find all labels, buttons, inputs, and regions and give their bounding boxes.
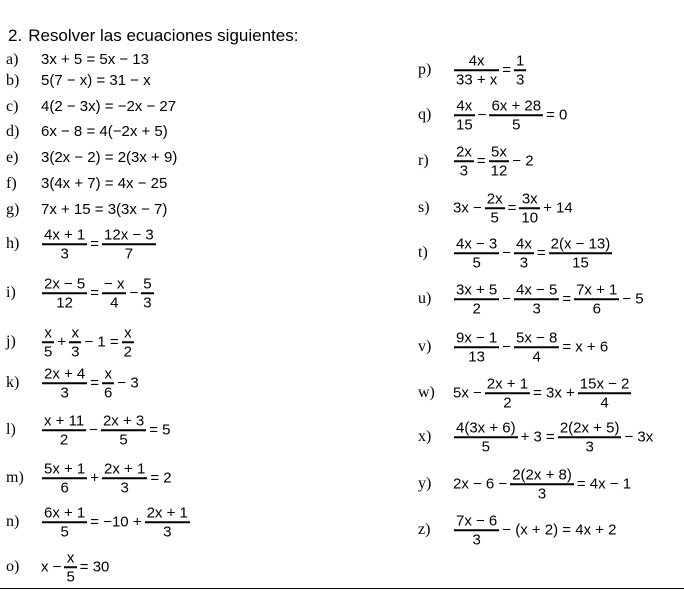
exercise-label: a) xyxy=(6,51,19,68)
equation-term: − 3x xyxy=(624,428,654,445)
fraction-denominator: 4 xyxy=(600,393,609,411)
equation xyxy=(40,175,168,193)
fraction-denominator: 3 xyxy=(60,244,69,262)
fraction xyxy=(549,235,613,271)
exercise-label: c) xyxy=(6,98,19,115)
exercise-label: o) xyxy=(6,558,20,575)
equation-term: x − xyxy=(41,558,62,575)
fraction-numerator: 2x + 4 xyxy=(44,365,86,383)
exercise-label: y) xyxy=(418,475,432,492)
equation xyxy=(452,190,574,226)
fraction-denominator: 5 xyxy=(44,342,53,360)
fraction-denominator: 5 xyxy=(481,437,490,455)
fraction-numerator: 2x + 1 xyxy=(104,460,146,478)
fraction-numerator: 4x − 3 xyxy=(456,235,498,253)
fraction-numerator: 7x − 6 xyxy=(456,512,498,530)
equation xyxy=(40,72,152,90)
fraction-denominator: 3 xyxy=(120,478,129,496)
equation-term: 3(2x − 2) = 2(3x + 9) xyxy=(41,149,178,166)
fraction-denominator: 5 xyxy=(119,430,128,448)
fraction-denominator: 6 xyxy=(592,299,601,317)
fraction-denominator: 3 xyxy=(532,299,541,317)
fraction-numerator: 6x + 1 xyxy=(44,504,86,522)
fraction-numerator: 2(2x + 5) xyxy=(559,419,620,437)
equation-term: + 14 xyxy=(543,199,573,216)
equation-term: = 2 xyxy=(150,469,172,486)
fraction-numerator: 2x + 1 xyxy=(146,504,188,522)
fraction-numerator: − x xyxy=(104,275,125,293)
fraction-numerator: x xyxy=(104,365,112,383)
fraction xyxy=(485,190,505,226)
fraction xyxy=(141,275,153,311)
fraction-denominator: 2 xyxy=(503,393,512,411)
exercise-label: t) xyxy=(418,244,428,261)
fraction-denominator: 2 xyxy=(472,299,481,317)
fraction xyxy=(514,329,559,365)
equation-term: 7x + 15 = 3(3x − 7) xyxy=(41,201,168,218)
fraction-numerator: 3x xyxy=(521,190,538,208)
fraction xyxy=(69,324,81,360)
equation-term: − 1 = xyxy=(84,333,119,350)
fraction-denominator: 7 xyxy=(124,244,134,262)
equation xyxy=(40,460,173,496)
fraction-denominator: 15 xyxy=(572,253,589,271)
exercise-label: g) xyxy=(6,201,20,218)
exercise-label: w) xyxy=(418,384,435,401)
fraction xyxy=(510,466,574,502)
equation xyxy=(452,512,618,548)
fraction-numerator: x xyxy=(71,324,80,342)
fraction-numerator: 5x − 8 xyxy=(516,329,558,347)
fraction xyxy=(485,375,530,411)
equation-term: = xyxy=(562,290,572,307)
exercise-label: p) xyxy=(418,61,432,78)
fraction-numerator: x xyxy=(66,549,75,567)
fraction-numerator: 2(x − 13) xyxy=(550,235,611,253)
fraction xyxy=(42,365,87,401)
fraction-numerator: 6x + 28 xyxy=(491,97,542,115)
equation xyxy=(40,123,169,141)
fraction-denominator: 12 xyxy=(490,161,508,179)
equation xyxy=(40,149,178,167)
equation xyxy=(40,412,172,448)
fraction-numerator: 2x xyxy=(486,190,503,208)
fraction xyxy=(122,324,134,360)
fraction-numerator: 2(2x + 8) xyxy=(512,466,572,484)
fraction xyxy=(574,281,619,317)
equation xyxy=(40,51,150,69)
equation-term: = 30 xyxy=(79,558,110,575)
fraction-numerator: 5 xyxy=(143,275,152,293)
fraction-denominator: 5 xyxy=(66,567,75,585)
fraction xyxy=(42,275,87,311)
equation-term: = 3x + xyxy=(533,384,575,401)
bottom-rule xyxy=(0,588,684,589)
fraction-numerator: 4(3x + 6) xyxy=(456,419,516,437)
fraction-numerator: 4x + 1 xyxy=(44,226,86,244)
fraction-numerator: 5x xyxy=(491,143,507,161)
equation xyxy=(40,201,168,219)
fraction xyxy=(42,504,87,540)
equation xyxy=(452,375,633,411)
exercise-label: q) xyxy=(418,106,432,123)
equation-term: = xyxy=(476,152,486,169)
fraction-numerator: 4x − 5 xyxy=(516,281,558,299)
exercise-label: d) xyxy=(6,123,20,140)
fraction xyxy=(514,281,559,317)
fraction xyxy=(64,549,76,585)
exercise-label: k) xyxy=(6,374,20,391)
fraction-numerator: 15x − 2 xyxy=(579,375,630,393)
equation xyxy=(40,504,192,540)
equation-term: 3(4x + 7) = 4x − 25 xyxy=(41,175,168,192)
fraction-numerator: x xyxy=(44,324,52,342)
fraction xyxy=(514,52,526,88)
exercise-label: l) xyxy=(6,421,16,438)
fraction-denominator: 3 xyxy=(516,70,525,88)
equation-term: − 2 xyxy=(512,152,534,169)
equation-term: = 4x − 1 xyxy=(576,475,632,492)
fraction-denominator: 4 xyxy=(110,293,119,311)
fraction xyxy=(101,412,146,448)
fraction xyxy=(102,365,114,401)
fraction-numerator: 4x xyxy=(456,97,473,115)
equation xyxy=(452,52,528,88)
equation-term: + xyxy=(57,333,67,350)
fraction-denominator: 3 xyxy=(519,253,529,271)
fraction-denominator: 3 xyxy=(143,293,152,311)
exercise-label: e) xyxy=(6,149,19,166)
fraction xyxy=(454,329,499,365)
equation-term: = xyxy=(90,374,100,391)
fraction-denominator: 3 xyxy=(459,161,469,179)
fraction xyxy=(42,226,87,262)
fraction xyxy=(454,512,499,548)
fraction-denominator: 33 + x xyxy=(456,70,498,88)
fraction xyxy=(42,324,54,360)
fraction-denominator: 5 xyxy=(472,253,481,271)
fraction xyxy=(489,97,543,133)
equation-term: − xyxy=(89,421,98,438)
fraction xyxy=(514,235,534,271)
exercise-label: f) xyxy=(6,175,17,192)
equation-term: 5(7 − x) = 31 − x xyxy=(41,72,151,89)
exercise-label: i) xyxy=(6,284,16,301)
fraction-denominator: 4 xyxy=(532,347,541,365)
fraction-numerator: 2x xyxy=(456,143,472,161)
exercise-label: m) xyxy=(6,469,24,486)
equation-term: − xyxy=(502,290,512,307)
fraction-denominator: 6 xyxy=(104,383,113,401)
exercise-label: n) xyxy=(6,513,20,530)
fraction xyxy=(454,143,474,179)
fraction-numerator: 3x + 5 xyxy=(456,281,498,299)
exercise-number: 2. xyxy=(8,26,23,45)
fraction-denominator: 3 xyxy=(537,484,547,502)
exercise-label: u) xyxy=(418,290,432,307)
equation-term: = xyxy=(507,199,517,216)
equation-term: 4(2 − 3x) = −2x − 27 xyxy=(41,98,177,115)
equation-term: − xyxy=(502,338,512,355)
equation xyxy=(40,365,140,401)
equation xyxy=(452,235,614,271)
equation-term: 2x − 6 − xyxy=(453,475,508,492)
fraction xyxy=(489,143,510,179)
fraction xyxy=(558,419,622,455)
fraction-denominator: 10 xyxy=(521,208,539,226)
equation xyxy=(40,549,110,585)
equation-term: 6x − 8 = 4(−2x + 5) xyxy=(41,123,168,140)
fraction xyxy=(519,190,540,226)
exercise-label: h) xyxy=(6,235,20,252)
equation-term: − 3 xyxy=(117,374,139,391)
exercise-label: z) xyxy=(418,521,431,538)
equation xyxy=(452,419,654,455)
fraction-denominator: 2 xyxy=(59,430,69,448)
fraction-denominator: 13 xyxy=(468,347,485,365)
exercise-label: j) xyxy=(6,333,16,350)
fraction xyxy=(454,235,499,271)
equation-term: + xyxy=(90,469,100,486)
fraction-denominator: 5 xyxy=(512,115,521,133)
equation-term: − 5 xyxy=(622,290,644,307)
exercise-label: b) xyxy=(6,72,20,89)
equation xyxy=(40,275,156,311)
fraction-denominator: 3 xyxy=(163,522,172,540)
equation xyxy=(452,329,609,365)
fraction-denominator: 15 xyxy=(456,115,473,133)
equation xyxy=(40,226,158,262)
equation-term: + 3 = xyxy=(520,428,555,445)
fraction-numerator: x + 11 xyxy=(44,412,85,430)
fraction xyxy=(42,412,86,448)
fraction-denominator: 6 xyxy=(60,478,69,496)
fraction xyxy=(145,504,190,540)
equation xyxy=(452,143,535,179)
equation xyxy=(40,324,136,360)
exercise-label: r) xyxy=(418,152,429,169)
fraction-numerator: x xyxy=(124,324,132,342)
fraction xyxy=(42,460,87,496)
fraction-denominator: 5 xyxy=(490,208,499,226)
fraction-numerator: 2x − 5 xyxy=(44,275,86,293)
fraction-denominator: 3 xyxy=(472,530,481,548)
equation-term: = 0 xyxy=(546,106,568,123)
fraction-numerator: 5x + 1 xyxy=(44,460,86,478)
equation-term: = xyxy=(536,244,546,261)
fraction-numerator: 2x + 3 xyxy=(102,412,145,430)
equation-term: = x + 6 xyxy=(562,338,609,355)
fraction-numerator: 9x − 1 xyxy=(456,329,498,347)
equation xyxy=(452,97,568,133)
fraction-denominator: 5 xyxy=(60,522,69,540)
equation xyxy=(40,98,177,116)
equation-term: − xyxy=(477,106,487,123)
fraction xyxy=(454,52,499,88)
exercise-label: s) xyxy=(418,199,430,216)
exercise-title xyxy=(8,26,298,46)
equation-term: 3x + 5 = 5x − 13 xyxy=(41,51,149,68)
equation xyxy=(452,281,645,317)
fraction xyxy=(454,97,475,133)
exercise-heading: Resolver las ecuaciones siguientes: xyxy=(28,26,299,45)
fraction xyxy=(102,460,147,496)
fraction xyxy=(102,226,156,262)
equation xyxy=(452,466,632,502)
fraction xyxy=(454,419,518,455)
equation-term: = 5 xyxy=(149,421,171,438)
equation-term: 5x − xyxy=(453,384,482,401)
fraction-denominator: 2 xyxy=(123,342,132,360)
fraction-numerator: 4x xyxy=(516,235,532,253)
equation-term: = −10 + xyxy=(90,513,142,530)
fraction xyxy=(578,375,632,411)
fraction-numerator: 1 xyxy=(516,52,525,70)
equation-term: 3x − xyxy=(453,199,482,216)
equation-term: = xyxy=(90,235,100,252)
fraction-denominator: 3 xyxy=(71,342,80,360)
equation-term: = xyxy=(90,284,100,301)
exercise-label: v) xyxy=(418,338,432,355)
fraction-denominator: 3 xyxy=(60,383,69,401)
fraction-numerator: 4x xyxy=(468,52,485,70)
fraction-denominator: 12 xyxy=(56,293,73,311)
equation-term: − (x + 2) = 4x + 2 xyxy=(502,521,617,538)
fraction xyxy=(102,275,126,311)
exercise-label: x) xyxy=(418,428,432,445)
fraction-numerator: 2x + 1 xyxy=(486,375,529,393)
equation-term: − xyxy=(129,284,139,301)
fraction-numerator: 7x + 1 xyxy=(576,281,618,299)
fraction-numerator: 12x − 3 xyxy=(104,226,154,244)
equation-term: − xyxy=(502,244,512,261)
fraction xyxy=(454,281,499,317)
equation-term: = xyxy=(502,61,512,78)
fraction-denominator: 3 xyxy=(585,437,594,455)
